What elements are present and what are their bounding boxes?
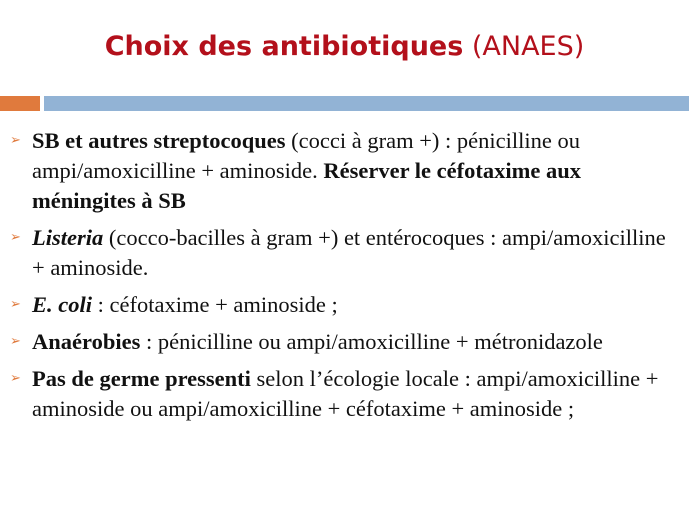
item-heading: Pas de germe pressenti xyxy=(32,366,251,391)
item-text: : pénicilline ou ampi/amoxicilline + métronidazole xyxy=(140,329,603,354)
chevron-right-icon: ➢ xyxy=(10,230,21,245)
list-item xyxy=(0,327,672,357)
chevron-right-icon: ➢ xyxy=(10,297,21,312)
list-item xyxy=(0,126,672,216)
slide-title-source: (ANAES) xyxy=(463,31,585,62)
bullet-list xyxy=(0,126,689,431)
chevron-right-icon: ➢ xyxy=(10,371,21,386)
header-divider-bar xyxy=(44,96,689,111)
list-item xyxy=(0,364,672,424)
chevron-right-icon: ➢ xyxy=(10,133,21,148)
item-text: (cocci à gram +) : pénicilline ou ampi/amoxicilline + aminoside. xyxy=(32,128,580,183)
item-heading: SB et autres streptocoques xyxy=(32,128,286,153)
item-text: selon l’écologie locale : ampi/amoxicilline + aminoside ou ampi/amoxicilline + céfotaxime + aminoside ; xyxy=(32,366,659,421)
list-item xyxy=(0,223,672,283)
header-accent-bar xyxy=(0,96,40,111)
item-text: : céfotaxime + aminoside ; xyxy=(92,292,338,317)
item-note: Réserver le céfotaxime aux méningites à SB xyxy=(32,158,581,213)
item-heading: E. coli xyxy=(32,292,92,317)
item-text: (cocco-bacilles à gram +) et entérocoques : ampi/amoxicilline + aminoside. xyxy=(32,225,666,280)
slide-title-main: Choix des antibiotiques xyxy=(104,31,464,62)
slide-title xyxy=(0,30,689,64)
item-heading: Anaérobies xyxy=(32,329,141,354)
chevron-right-icon: ➢ xyxy=(10,334,21,349)
item-heading: Listeria xyxy=(32,225,104,250)
list-item xyxy=(0,290,672,320)
